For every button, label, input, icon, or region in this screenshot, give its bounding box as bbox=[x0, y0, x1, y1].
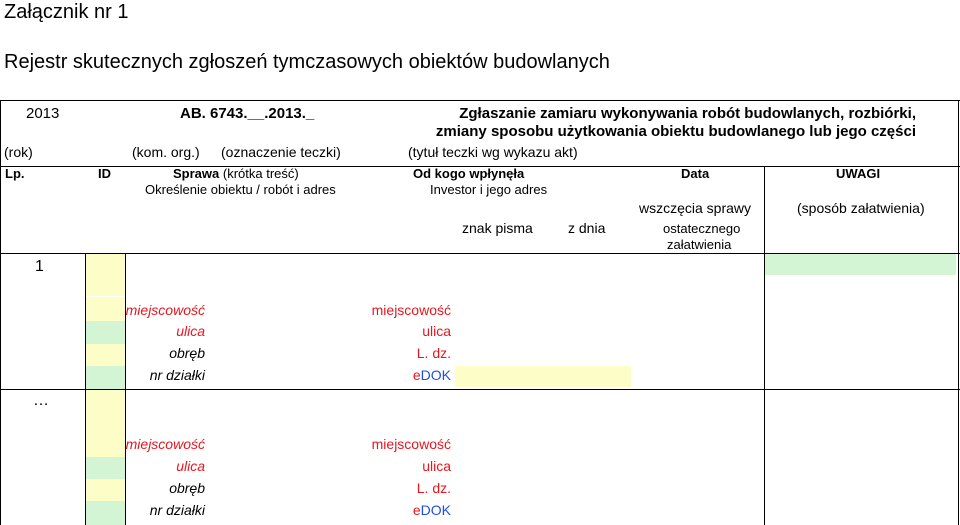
row1-investor-locality[interactable]: miejscowość bbox=[371, 302, 451, 318]
file-title-line2: zmiany sposobu użytkowania obiektu budowlanego lub jego części bbox=[435, 123, 916, 140]
register-title: Rejestr skutecznych zgłoszeń tymczasowych obiektów budowlanych bbox=[4, 51, 610, 73]
col-lp-header: Lp. bbox=[5, 166, 25, 181]
table-right-border bbox=[958, 100, 959, 525]
row2-edok-prefix: e bbox=[412, 502, 421, 518]
row1-case-street[interactable]: ulica bbox=[176, 323, 205, 339]
row1-id-yellow-1 bbox=[86, 297, 125, 321]
row2-edok-rest: DOK bbox=[420, 502, 451, 518]
row-separator bbox=[0, 389, 960, 390]
col-remarks-subheader: (sposób załatwienia) bbox=[797, 200, 925, 216]
row2-investor-street[interactable]: ulica bbox=[422, 458, 451, 474]
row2-case-locality[interactable]: miejscowość bbox=[125, 436, 205, 452]
row1-remarks-cell[interactable] bbox=[765, 254, 956, 275]
col-case-subheader: Określenie obiektu / robót i adres bbox=[145, 182, 336, 197]
row2-lp: … bbox=[33, 392, 49, 409]
row2-investor-edok[interactable] bbox=[413, 503, 451, 517]
col-date-end-1: ostatecznego bbox=[663, 221, 741, 236]
row1-lp: 1 bbox=[35, 258, 44, 275]
row1-id-green-2 bbox=[86, 366, 125, 389]
file-label: (oznaczenie teczki) bbox=[221, 144, 341, 160]
col-id-divider bbox=[125, 253, 126, 525]
col-id-header: ID bbox=[98, 166, 111, 181]
col-case-label: Sprawa bbox=[173, 166, 220, 181]
row2-case-street[interactable]: ulica bbox=[176, 458, 205, 474]
row2-id-yellow-1 bbox=[86, 435, 125, 457]
row2-id-cell[interactable] bbox=[86, 390, 125, 435]
row2-id-green-1 bbox=[86, 457, 125, 479]
row1-id-green-1 bbox=[86, 321, 125, 344]
col-remarks-header: UWAGI bbox=[836, 166, 881, 181]
org-code-value: AB. 6743.__.2013._ bbox=[180, 105, 315, 122]
row1-case-precinct[interactable]: obręb bbox=[169, 345, 205, 361]
row1-edok-prefix: e bbox=[412, 367, 421, 383]
row2-id-yellow-2 bbox=[86, 479, 125, 501]
row1-edok-rest: DOK bbox=[420, 367, 451, 383]
row2-case-plot[interactable]: nr działki bbox=[149, 502, 205, 518]
row1-id-yellow-2 bbox=[86, 344, 125, 366]
row1-id-cell[interactable] bbox=[86, 254, 125, 296]
col-date-start: wszczęcia sprawy bbox=[639, 200, 752, 216]
row1-investor-street[interactable]: ulica bbox=[422, 323, 451, 339]
col-date-header: Data bbox=[681, 166, 710, 181]
year-label: (rok) bbox=[4, 144, 33, 160]
col-from-subheader: Investor i jego adres bbox=[430, 182, 548, 197]
row2-investor-locality[interactable]: miejscowość bbox=[371, 436, 451, 452]
row1-investor-edok[interactable] bbox=[413, 368, 451, 382]
row1-investor-ref[interactable]: L. dz. bbox=[416, 345, 451, 361]
document-title: Załącznik nr 1 bbox=[4, 1, 129, 23]
table-left-border bbox=[0, 100, 1, 525]
row2-case-precinct[interactable]: obręb bbox=[169, 480, 205, 496]
col-case-header bbox=[173, 167, 299, 180]
table-top-border bbox=[0, 100, 960, 101]
col-letter-date: z dnia bbox=[568, 220, 606, 236]
row2-id-green-2 bbox=[86, 501, 125, 525]
row1-case-plot[interactable]: nr działki bbox=[149, 367, 205, 383]
col-letter-sign: znak pisma bbox=[462, 220, 533, 236]
col-case-hint: (krótka treść) bbox=[219, 166, 299, 181]
year-value: 2013 bbox=[26, 105, 60, 122]
row1-investor-ref-cell[interactable] bbox=[455, 366, 631, 387]
header-bottom-border bbox=[0, 253, 960, 254]
file-title-line1: Zgłaszanie zamiaru wykonywania robót budowlanych, rozbiórki, bbox=[459, 105, 916, 122]
col-from-header: Od kogo wpłynęła bbox=[413, 166, 525, 181]
file-title-label: (tytuł teczki wg wykazu akt) bbox=[408, 144, 578, 160]
row2-investor-ref[interactable]: L. dz. bbox=[416, 480, 451, 496]
row1-case-locality[interactable]: miejscowość bbox=[125, 302, 205, 318]
col-date-end-2: załatwienia bbox=[667, 237, 732, 252]
col-remarks-divider bbox=[764, 166, 765, 525]
col-lp-divider bbox=[85, 253, 86, 525]
org-label: (kom. org.) bbox=[132, 144, 200, 160]
